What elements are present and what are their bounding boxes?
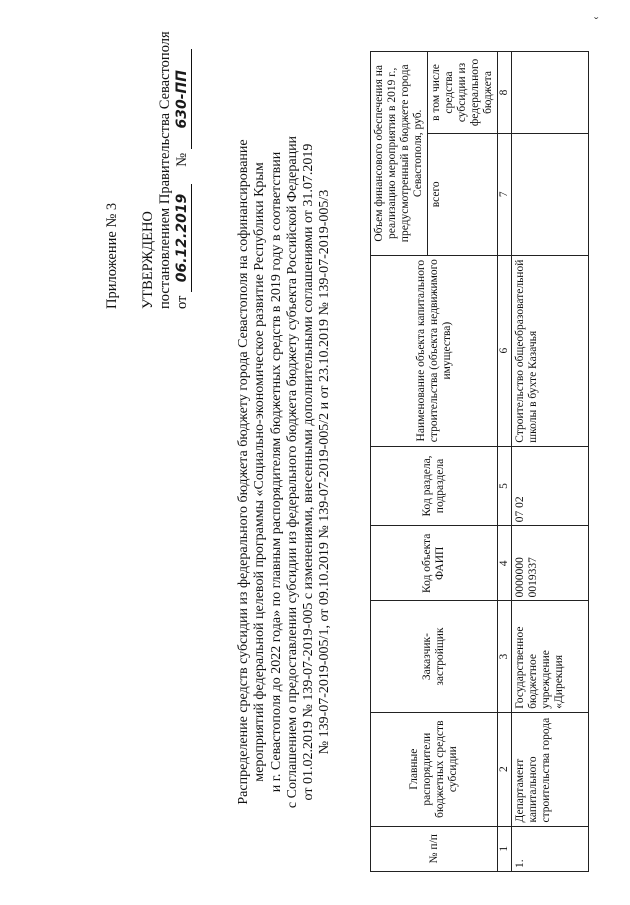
- column-number-row: [498, 52, 512, 872]
- approval-block: [104, 29, 192, 309]
- header-financing-volume: Объем финансового обеспечения на реализацию мероприятия в 2019 г., предусмотренный в бюджете города Севастополя, руб.: [371, 52, 428, 256]
- header-section-code: Код раздела, подраздела: [371, 446, 498, 526]
- title-line: мероприятий федеральной целевой программы «Социально-экономическое развитие Республики Крым: [252, 162, 268, 782]
- column-number: 7: [498, 133, 512, 255]
- row-object-name: Строительство общеобразовательной школы в бухте Казачья: [512, 255, 589, 446]
- column-number: 2: [498, 712, 512, 826]
- row-faip-code: 0000000 0019337: [512, 526, 589, 601]
- corner-mark: ˇ: [594, 14, 599, 29]
- header-faip-code: Код объекта ФАИП: [371, 526, 498, 601]
- title-line: с Соглашением о предоставлении субсидии из федерального бюджета бюджету субъекта Российской Федерации: [284, 135, 300, 809]
- handwritten-date: 06.12.2019: [174, 184, 192, 292]
- column-number: 3: [498, 601, 512, 712]
- column-number: 1: [498, 826, 512, 871]
- row-federal-subsidy: [512, 52, 589, 134]
- header-object-name: Наименование объекта капитального строительства (объекта недвижимого имущества): [371, 255, 498, 446]
- table-row: [512, 52, 589, 872]
- title-line: № 139-07-2019-005/1, от 09.10.2019 № 139-07-2019-005/2 и от 23.10.2019 № 139-07-2019-005/3: [317, 189, 333, 755]
- date-number-line: [174, 29, 192, 309]
- row-customer-developer: Государственное бюджетное учреждение «Дирекция: [512, 601, 589, 712]
- number-label: №: [174, 152, 190, 167]
- appendix-label: Приложение № 3: [104, 202, 120, 309]
- row-total: [512, 133, 589, 255]
- subsidy-distribution-table: [370, 51, 589, 872]
- header-number: № п/п: [371, 826, 498, 871]
- column-number: 8: [498, 52, 512, 134]
- header-main-managers: Главные распорядители бюджетных средств субсидии: [371, 712, 498, 826]
- row-section-code: 07 02: [512, 446, 589, 526]
- from-label: от: [174, 295, 190, 309]
- title-line: от 01.02.2019 № 139-07-2019-005 с изменениями, внесенными дополнительными соглашениями от 31.07.2019: [301, 143, 317, 801]
- header-customer-developer: Заказчик-застройщик: [371, 601, 498, 712]
- title-line: Распределение средств субсидии из федерального бюджета бюджету города Севастополя на софинансирование: [236, 139, 251, 805]
- title-line: и г. Севастополя до 2022 года» по главным распорядителям бюджетных средств в 2019 году в соответствии: [268, 151, 284, 793]
- header-total: всего: [428, 133, 498, 255]
- handwritten-number: 630-ПП: [174, 49, 192, 149]
- column-number: 6: [498, 255, 512, 446]
- column-number: 5: [498, 446, 512, 526]
- document-title: [236, 57, 334, 887]
- header-federal-subsidy: в том числе средства субсидии из федерального бюджета: [428, 52, 498, 134]
- row-main-manager: Департамент капитального строительства города: [512, 712, 589, 826]
- approved-heading: УТВЕРЖДЕНО: [140, 211, 156, 309]
- approved-by-line: постановлением Правительства Севастополя: [157, 31, 173, 309]
- column-number: 4: [498, 526, 512, 601]
- row-number: 1.: [512, 826, 589, 871]
